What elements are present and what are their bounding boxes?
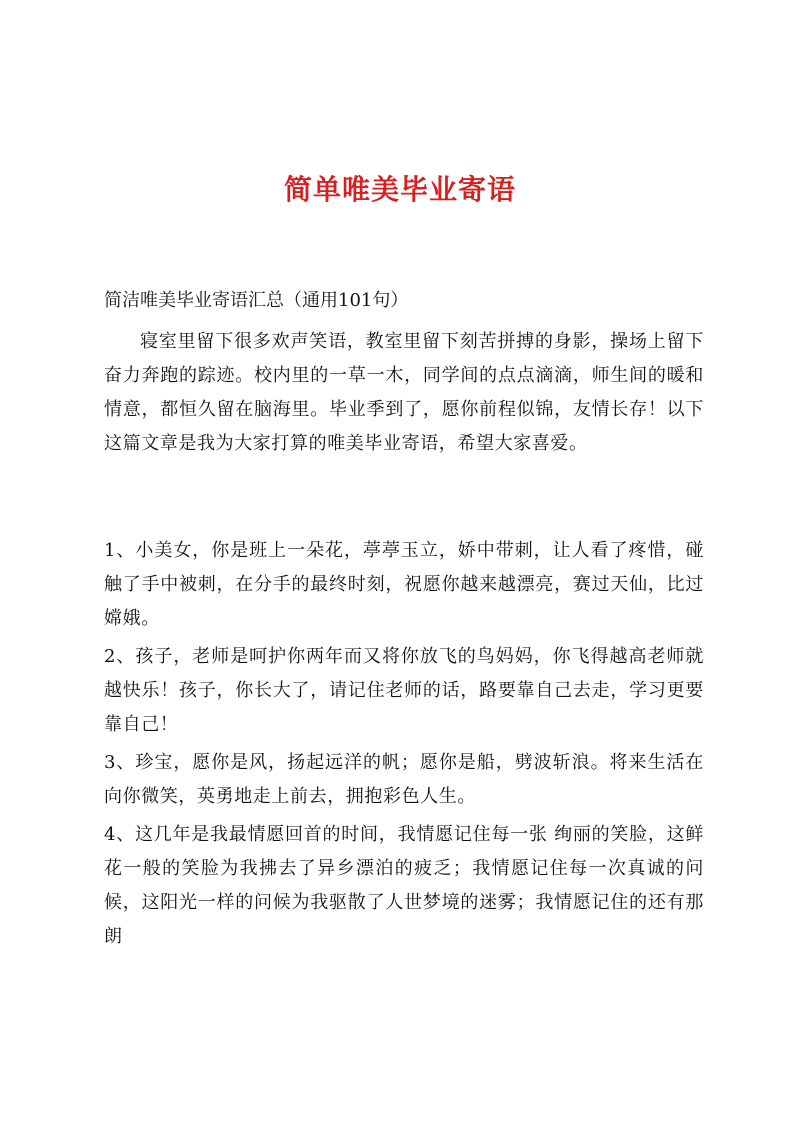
list-item: 1、小美女，你是班上一朵花，葶葶玉立，娇中带刺，让人看了疼惜，碰触了手中被刺，在分手的最终时刻，祝愿你越来越漂亮，赛过天仙，比过嫦娥。 bbox=[104, 540, 704, 629]
message-list bbox=[104, 534, 704, 958]
list-item: 4、这几年是我最情愿回首的时间，我情愿记住每一张 绚丽的笑脸，这鲜花一般的笑脸为我拂去了异乡漂泊的疲乏；我情愿记住每一次真诚的问候，这阳光一样的问候为我驱散了人世梦境的迷雾；我情愿记住的还有那朗 bbox=[104, 824, 704, 947]
intro-paragraph: 寝室里留下很多欢声笑语，教室里留下刻苦拼搏的身影，操场上留下奋力奔跑的踪迹。校内里的一草一木，同学间的点点滴滴，师生间的暖和情意，都恒久留在脑海里。毕业季到了，愿你前程似锦，友情长存！以下这篇文章是我为大家打算的唯美毕业寄语，希望大家喜爱。 bbox=[104, 331, 704, 454]
document-subtitle: 简洁唯美毕业寄语汇总（通用101句） bbox=[104, 290, 409, 311]
list-item: 3、珍宝，愿你是风，扬起远洋的帆；愿你是船，劈波斩浪。将来生活在向你微笑，英勇地走上前去，拥抱彩色人生。 bbox=[104, 752, 704, 807]
list-item: 2、孩子，老师是呵护你两年而又将你放飞的鸟妈妈，你飞得越高老师就越快乐！孩子，你长大了，请记住老师的话，路要靠自己去走，学习更要靠自己！ bbox=[104, 646, 704, 735]
document-title: 简单唯美毕业寄语 bbox=[283, 173, 516, 206]
